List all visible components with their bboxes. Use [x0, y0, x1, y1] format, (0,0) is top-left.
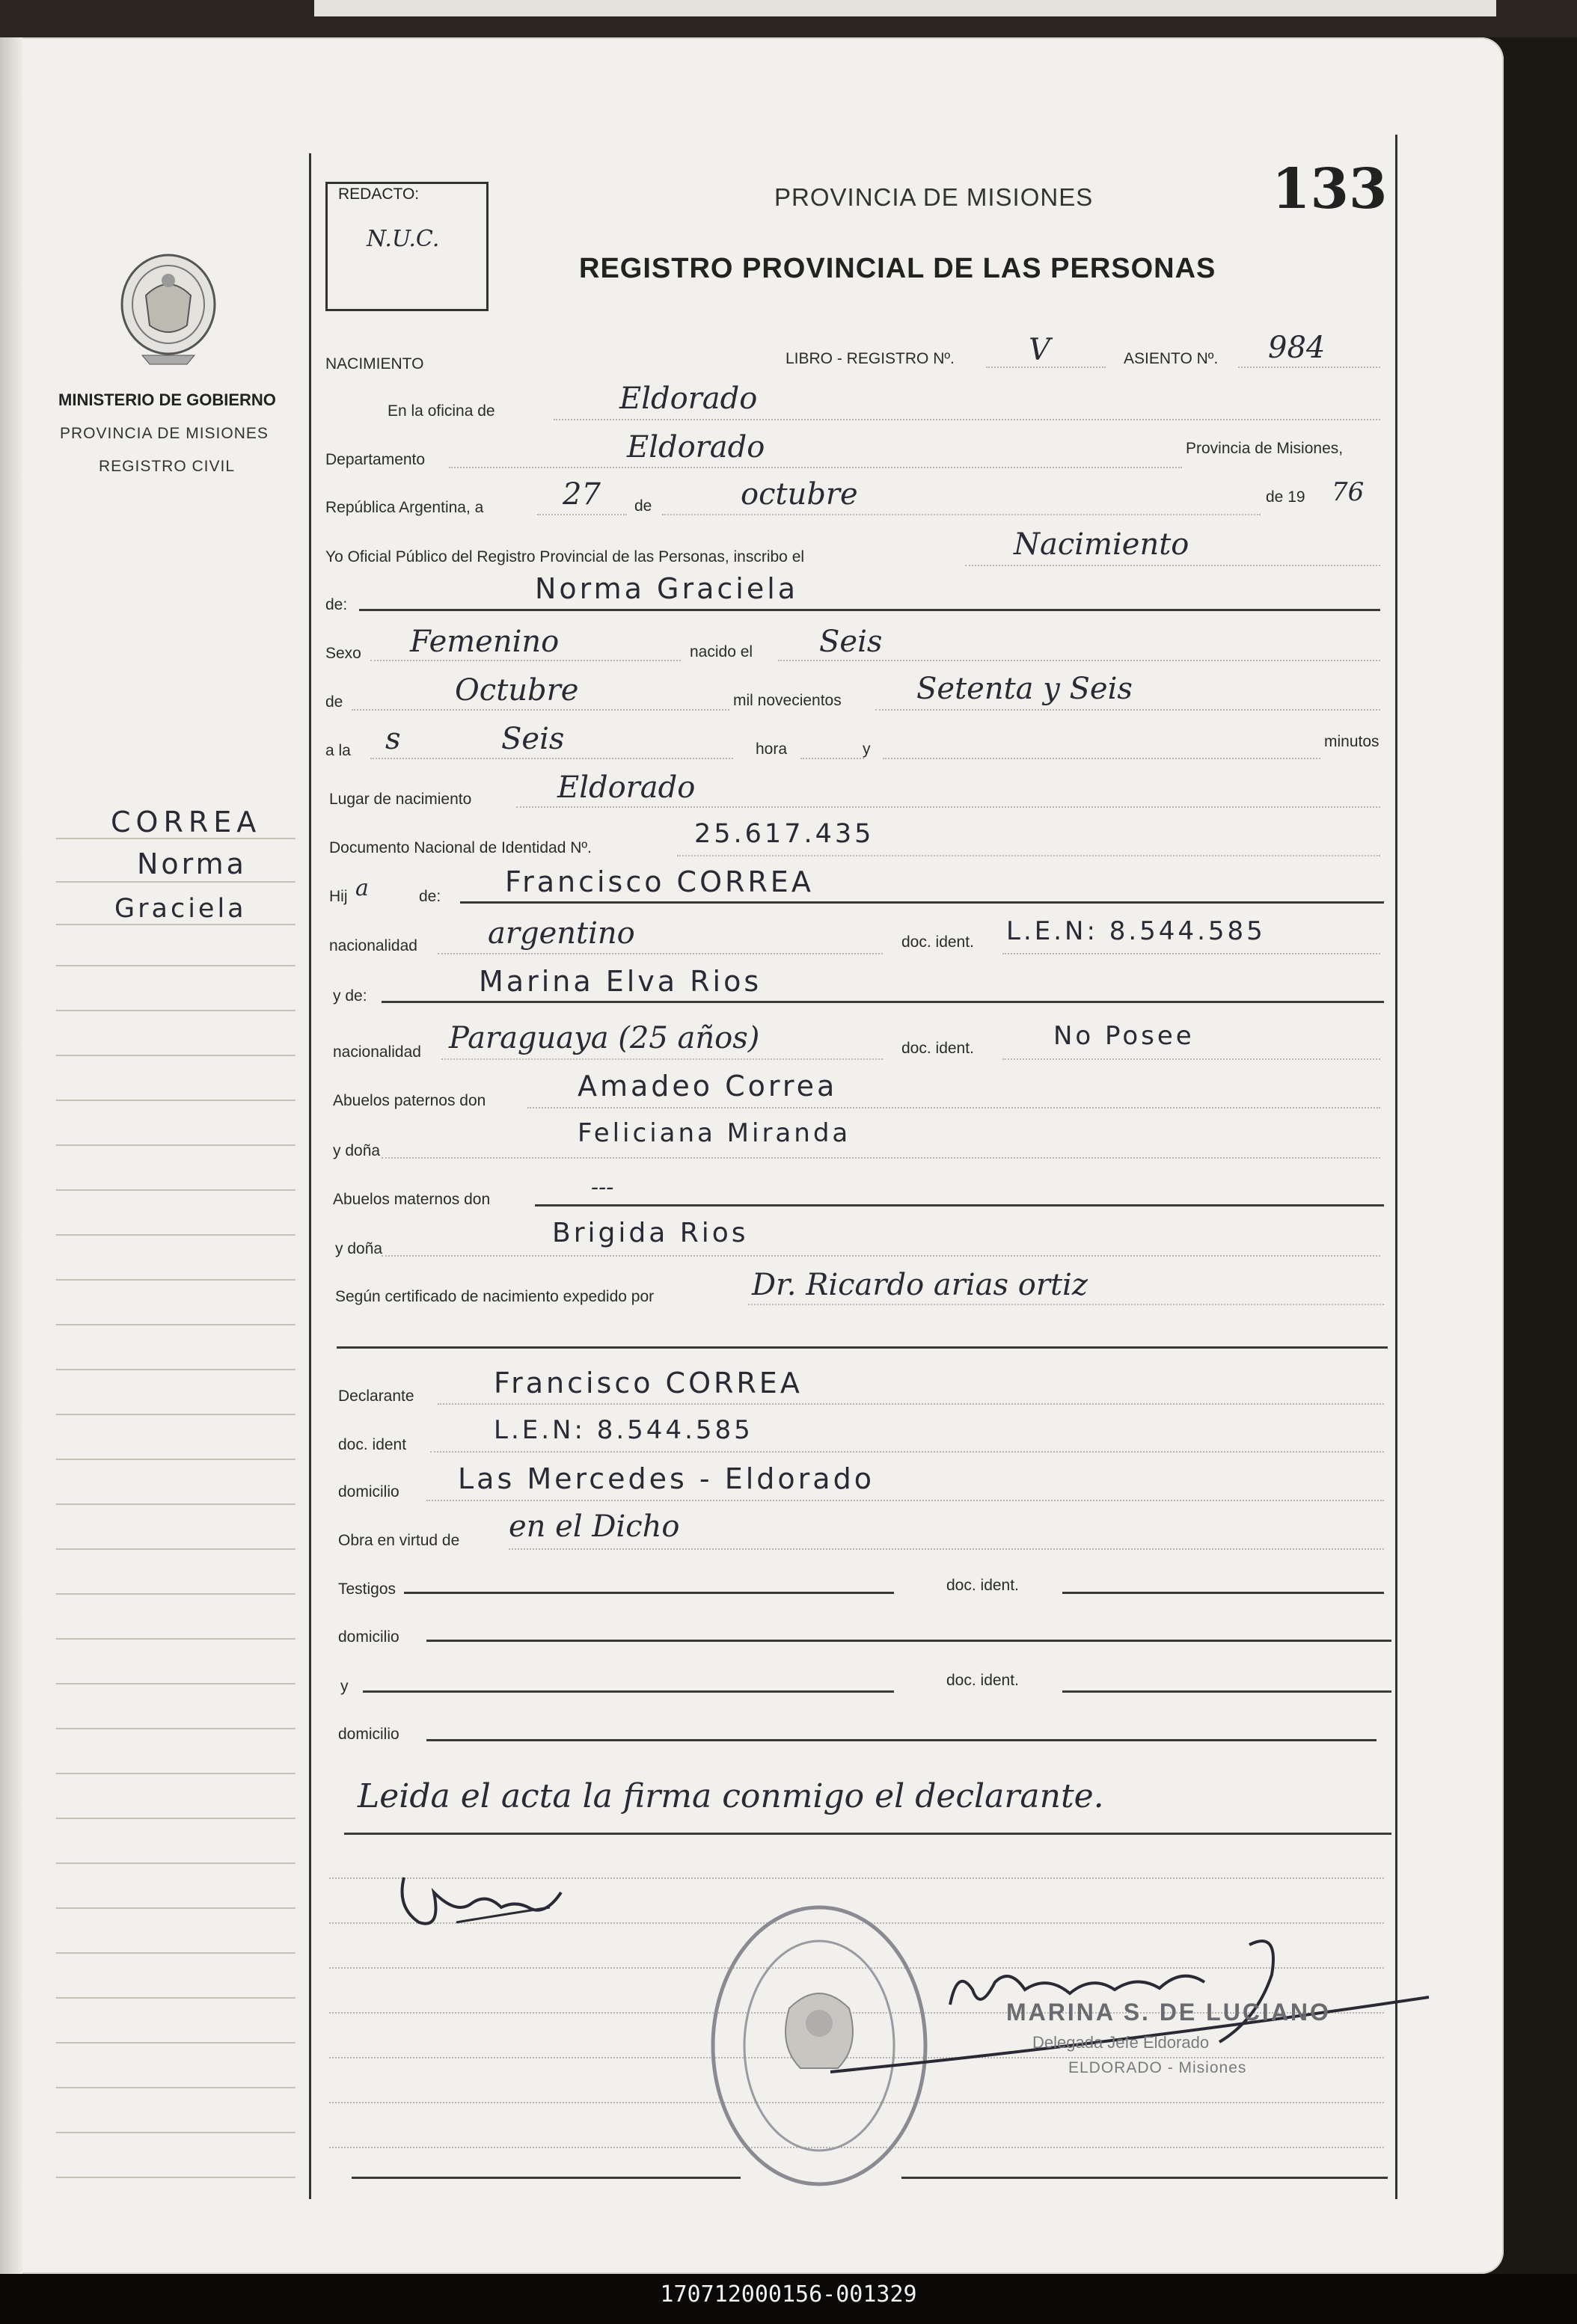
abuelos-mat-label: Abuelos maternos don [333, 1191, 491, 1208]
doc-padre-value: L.E.N: 8.544.585 [1006, 916, 1266, 946]
libro-value: V [1029, 333, 1050, 367]
alas-label: a la [325, 742, 351, 759]
header-registro: REGISTRO PROVINCIAL DE LAS PERSONAS [579, 253, 1216, 284]
top-strip [0, 0, 1577, 37]
nac-padre-value: argentino [488, 916, 635, 951]
asiento-value: 984 [1268, 331, 1326, 365]
asiento-label: ASIENTO Nº. [1124, 350, 1219, 367]
nacido-label: nacido el [690, 643, 753, 660]
hora-value: Seis [501, 722, 565, 756]
declarante-value: Francisco CORREA [494, 1367, 803, 1399]
doc-madre-value: No Posee [1053, 1021, 1195, 1051]
hora-label: hora [756, 741, 788, 758]
form-left-border [309, 153, 311, 2199]
yde-label: y de: [333, 987, 367, 1005]
departamento-value: Eldorado [627, 430, 765, 465]
dni-value: 25.617.435 [694, 819, 875, 849]
de-label: de [634, 497, 652, 515]
hija-label: Hij [329, 888, 348, 905]
sexo-value: Femenino [410, 625, 560, 659]
libro-label: LIBRO - REGISTRO Nº. [786, 350, 955, 367]
docident-testigo1-label: doc. ident. [946, 1577, 1019, 1594]
page-edge [0, 37, 22, 2274]
nacido-value: Seis [819, 625, 883, 659]
dia-value: 27 [563, 477, 601, 512]
departamento-label: Departamento [325, 451, 426, 468]
mes-nac-value: Octubre [455, 673, 579, 708]
de2-label: de: [325, 596, 348, 613]
madre-value: Marina Elva Rios [479, 965, 762, 998]
frame-number: 170712000156-001329 [660, 2281, 917, 2308]
abuela-mat-value: Brigida Rios [552, 1218, 749, 1248]
domicilio-label: domicilio [338, 1483, 399, 1500]
redacto-value: N.U.C. [367, 226, 440, 252]
nacionalidad-padre-label: nacionalidad [329, 937, 417, 954]
ydona-pat-label: y doña [333, 1142, 381, 1159]
redacto-label: REDACTO: [338, 186, 420, 203]
margin-name-1: Norma [137, 847, 247, 880]
page-number: 133 [1272, 157, 1388, 221]
lugar-label: Lugar de nacimiento [329, 791, 472, 808]
margin-surname: CORREA [111, 806, 262, 838]
document-page [0, 37, 1504, 2274]
testigos-label: Testigos [338, 1580, 396, 1598]
certificado-value: Dr. Ricardo arias ortiz [752, 1268, 1088, 1302]
header-provincia: PROVINCIA DE MISIONES [774, 183, 1094, 211]
margin-name-2: Graciela [114, 894, 247, 924]
abuela-pat-value: Feliciana Miranda [578, 1118, 851, 1148]
hija-de-label: de: [419, 888, 441, 905]
padre-value: Francisco CORREA [505, 865, 814, 898]
abuelos-pat-label: Abuelos paternos don [333, 1092, 486, 1109]
provincia-label: Provincia de Misiones, [1186, 440, 1344, 457]
republica-label: República Argentina, a [325, 499, 484, 516]
margin-provincia: PROVINCIA DE MISIONES [60, 425, 269, 442]
obra-value: en el Dicho [509, 1509, 680, 1544]
official-role: Delegada Jefe Eldorado [1032, 2033, 1210, 2052]
docident-madre-label: doc. ident. [901, 1040, 974, 1057]
y-label: y [863, 741, 871, 758]
domicilio-value: Las Mercedes - Eldorado [458, 1462, 875, 1495]
nombre-value: Norma Graciela [535, 572, 799, 605]
nacionalidad-madre-label: nacionalidad [333, 1043, 421, 1061]
ydona-mat-label: y doña [335, 1240, 383, 1257]
alas-value: s [385, 722, 401, 756]
docident-testigo2-label: doc. ident. [946, 1672, 1019, 1689]
declarante-label: Declarante [338, 1388, 414, 1405]
coat-of-arms-icon [112, 251, 224, 370]
anio-label: de 19 [1266, 488, 1305, 506]
closing-statement: Leida el acta la firma conmigo el declarante. [358, 1777, 1104, 1815]
y2-label: y [340, 1678, 349, 1695]
oficial-value: Nacimiento [1014, 527, 1189, 562]
doc-decl-value: L.E.N: 8.544.585 [494, 1415, 753, 1445]
mil-label: mil novecientos [733, 692, 842, 709]
oficial-label: Yo Oficial Público del Registro Provincial de las Personas, inscribo el [325, 548, 805, 565]
form-right-border [1395, 135, 1397, 2199]
certificado-label: Según certificado de nacimiento expedido por [335, 1288, 655, 1305]
sexo-label: Sexo [325, 645, 361, 662]
hija-suffix: a [355, 875, 369, 901]
official-place: ELDORADO - Misiones [1068, 2059, 1247, 2076]
minutos-label: minutos [1324, 733, 1380, 750]
de3-label: de [325, 693, 343, 711]
dni-label: Documento Nacional de Identidad Nº. [329, 839, 592, 856]
anio-nac-value: Setenta y Seis [916, 672, 1133, 706]
margin-registro-civil: REGISTRO CIVIL [99, 458, 236, 475]
domicilio-testigo2-label: domicilio [338, 1726, 399, 1743]
tipo-label: NACIMIENTO [325, 355, 424, 372]
declarant-signature [389, 1862, 569, 1937]
abuelo-pat-value: Amadeo Correa [578, 1070, 838, 1103]
lugar-value: Eldorado [557, 770, 696, 805]
official-name: MARINA S. DE LUCIANO [1006, 1999, 1331, 2026]
oficina-value: Eldorado [619, 381, 758, 416]
obra-label: Obra en virtud de [338, 1532, 460, 1549]
nac-madre-value: Paraguaya (25 años) [449, 1021, 760, 1055]
domicilio-testigo1-label: domicilio [338, 1628, 399, 1646]
oficina-label: En la oficina de [388, 402, 495, 420]
anio-value: 76 [1332, 477, 1365, 507]
abuelo-mat-value: --- [591, 1174, 614, 1201]
ministerio-label: MINISTERIO DE GOBIERNO [58, 390, 276, 409]
mes-value: octubre [741, 477, 858, 512]
docident-decl-label: doc. ident [338, 1436, 407, 1453]
docident-padre-label: doc. ident. [901, 933, 974, 951]
